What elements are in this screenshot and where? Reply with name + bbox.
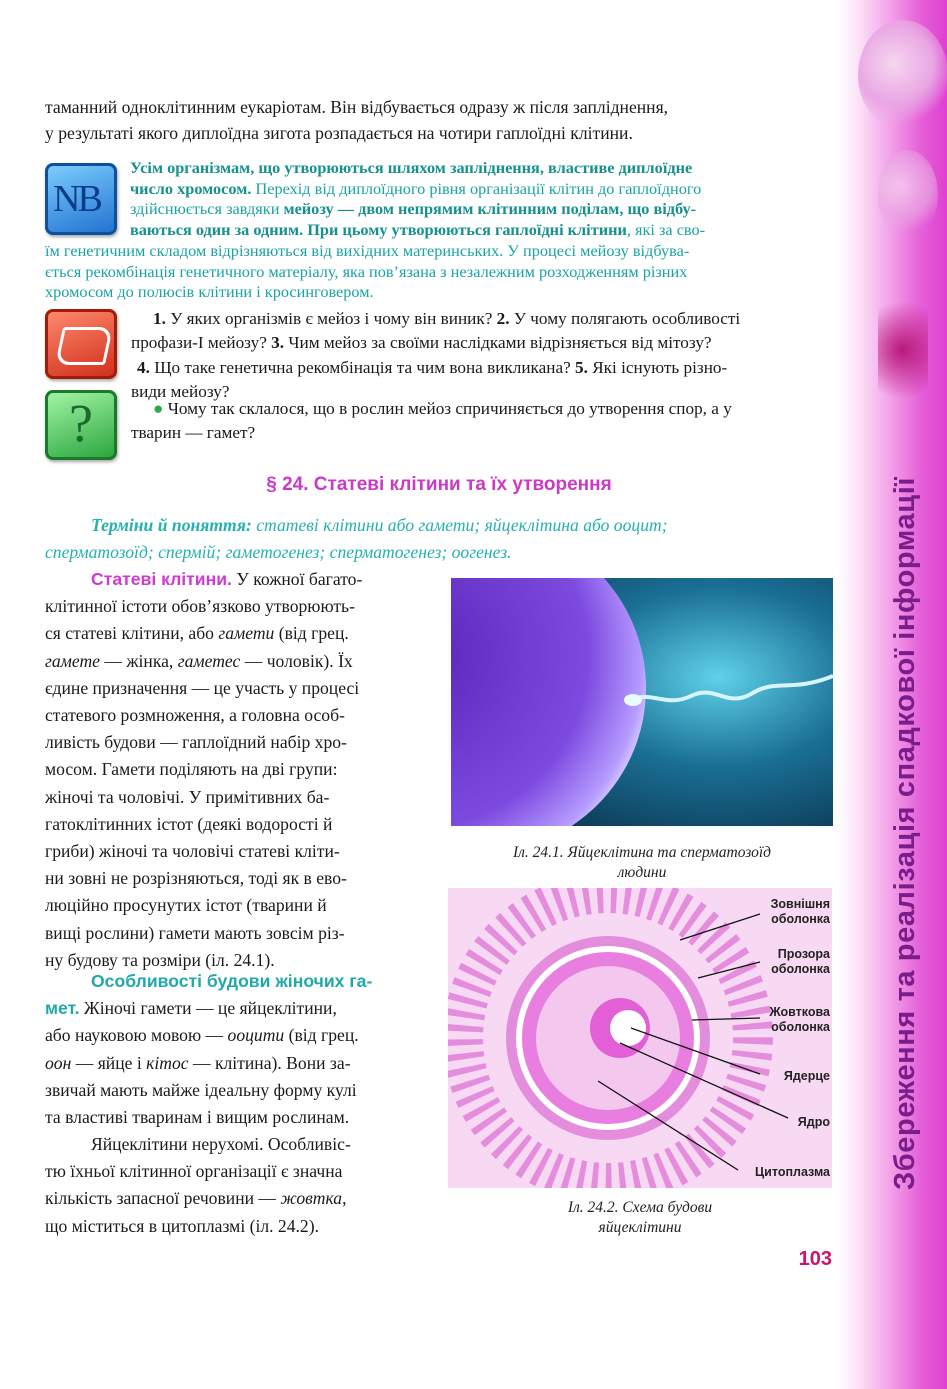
label-clear-membrane: Прозора (777, 947, 830, 961)
figure-caption-24-2: Іл. 24.2. Схема будови яйцеклітини (567, 1199, 713, 1236)
body-paragraph-female-gametes: Особливості будови жіночих га- мет. Жіночі гамети — це яйцеклітини, або науковою мовою — ооцити (від грец. оон — яйце і кітос — клітина). Вони за- звичай мають майже ідеальну форму кулі та властиві тваринам і вищим рослинам. (45, 971, 373, 1128)
intro-paragraph (45, 94, 833, 146)
think-question: ● Чому так склалося, що в рослин мейоз спричиняється до утворення спор, а у тварин — гамет? (131, 399, 732, 442)
egg-cell-structure-diagram (448, 888, 832, 1188)
label-yolk-membrane-2: оболонка (771, 1020, 830, 1034)
intro-line: таманний одноклітинним еукаріотам. Він відбувається одразу ж після запліднення, (45, 97, 669, 117)
label-nucleus: Ядро (797, 1115, 830, 1129)
cell-image-decoration-2 (878, 150, 938, 240)
terms-block: Терміни й поняття: статеві клітини або гамети; яйцеклітина або ооцит; сперматозоїд; спермій; гаметогенез; сперматогенез; оогенез. (45, 515, 668, 562)
side-chapter-title: Збереження та реалізація спадкової інформації (889, 476, 921, 1190)
nb-text-block: Усім організмам, що утворюються шляхом запліднення, властиве диплоїдне число хромосом. Перехід від диплоїдного рівня організації клітин до гаплоїдного здійснюється завдяки мейозу — двом непрямим клітинним поділам, що відбу- ваються один за одним. При цьому утворюються гаплоїдні клітини, які за сво- (130, 158, 706, 240)
page-number: 103 (798, 1248, 832, 1270)
review-questions: 1. У яких організмів є мейоз і чому він виник? 2. У чому полягають особливості профази-І мейозу? 3. Чим мейоз за своїми наслідками відрізняється від мітозу? 4. Що таке генетична рекомбінація та чим вона викликана? 5. Які існують різно- види мейозу? (131, 309, 741, 401)
chromosome-decoration (878, 290, 928, 410)
figure-caption-24-1: Іл. 24.1. Яйцеклітина та сперматозоїд людини (513, 844, 771, 881)
egg-and-sperm-photo (451, 578, 833, 826)
question-mark-icon: ? (45, 390, 117, 460)
label-cytoplasm: Цитоплазма (755, 1165, 830, 1179)
cell-image-decoration (858, 20, 947, 130)
label-outer-membrane: Зовнішня (770, 897, 830, 911)
nota-bene-icon: NB (45, 163, 117, 235)
body-paragraph-gametes: Статеві клітини. У кожної багато- клітинної істоти обов’язково утворюють- ся статеві клітини, або гамети (від грец. гамете — жінка, гаметес — чоловік). Їх єдине призначення — це участь у процесі статевого розмноження, а головна особ- ливість будови — гаплоїдний набір хро- мосом. Гамети поділяють на дві групи: жіночі та чоловічі. У примітивних ба- гатоклітинних істот (деякі водорості й гриби) жіночі та чоловічі статеві кліти- ни зовні не розрізняються, тоді як в ево- люційно просунутих істот (тварини й вищі рослини) гамети мають зовсім різ- ну будову та розміри (іл. 24.1). (45, 569, 363, 970)
questions-book-icon (45, 309, 117, 379)
label-nucleolus: Ядерце (783, 1069, 830, 1083)
intro-line: у результаті якого диплоїдна зигота розпадається на чотири гаплоїдні клітини. (45, 123, 633, 143)
label-yolk-membrane: Жовткова (769, 1005, 830, 1019)
nb-text-block-continued: їм генетичним складом відрізняються від вихідних материнських. У процесі мейозу відбува- ється рекомбінація генетичного матеріалу, яка пов’язана з незалежним розходженням різних хромосом до полюсів клітини і кросинговером. (45, 241, 690, 302)
label-outer-membrane-2: оболонка (771, 912, 830, 926)
label-clear-membrane-2: оболонка (771, 962, 830, 976)
section-heading: § 24. Статеві клітини та їх утворення (266, 474, 612, 495)
body-paragraph-egg-cells: Яйцеклітини нерухомі. Особливіс- тю їхньої клітинної організації є значна кількість запасної речовини — жовтка, що міститься в цитоплазмі (іл. 24.2). (45, 1134, 351, 1236)
